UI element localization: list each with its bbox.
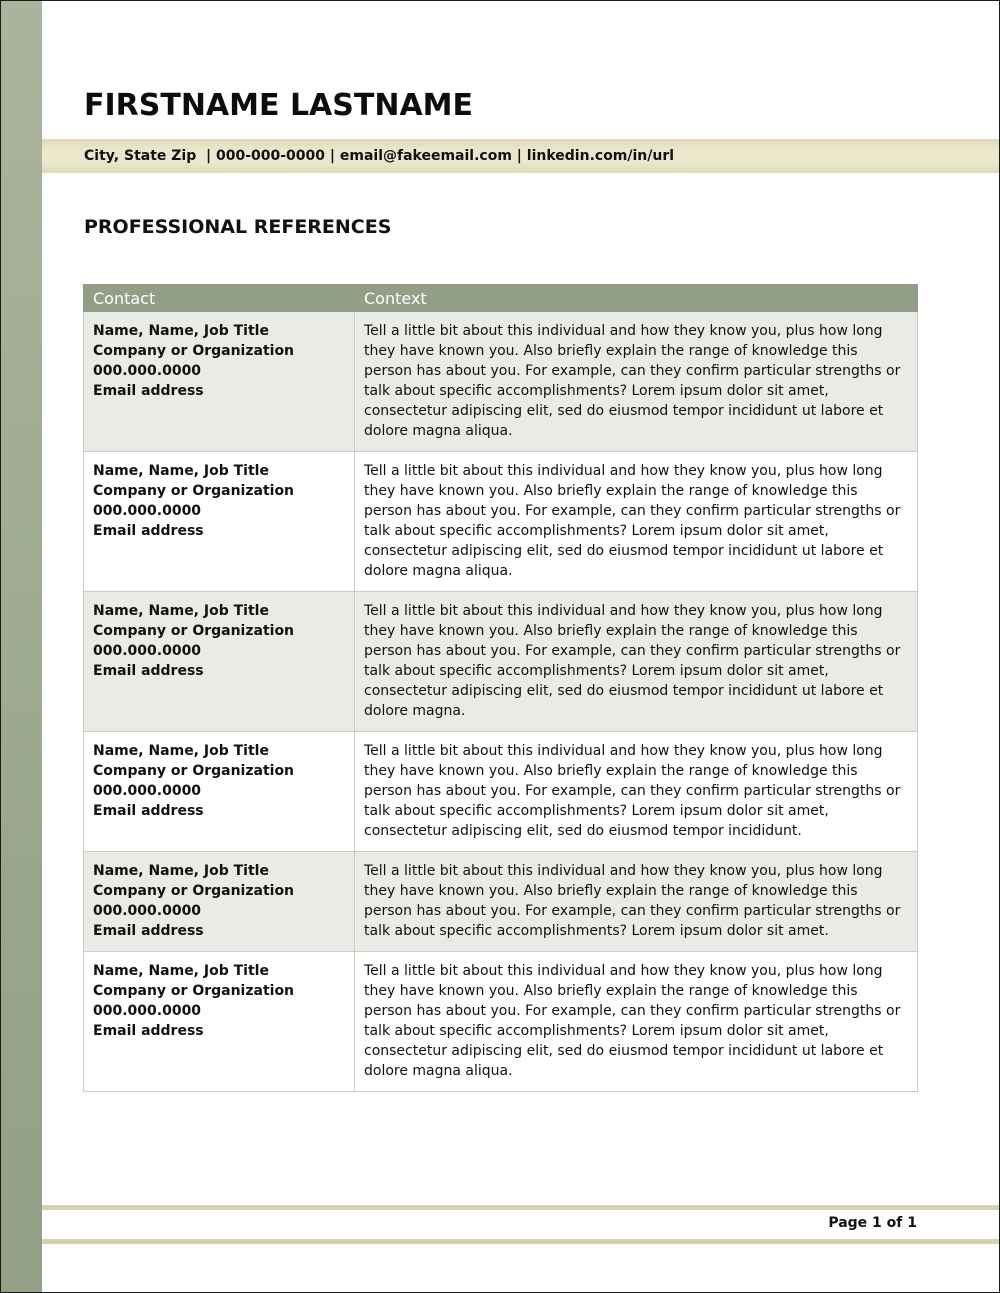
contact-cell <box>84 852 355 952</box>
reference-name: Name, Name, Job Title <box>93 863 269 879</box>
reference-name: Name, Name, Job Title <box>93 743 269 759</box>
section-title: PROFESSIONAL REFERENCES <box>84 216 392 238</box>
reference-phone: 000.000.0000 <box>93 783 202 799</box>
contact-cell <box>84 952 355 1092</box>
page-title: FIRSTNAME LASTNAME <box>84 88 474 123</box>
left-accent-bar <box>1 1 42 1292</box>
footer-rule-bottom <box>42 1239 999 1244</box>
table-header-row <box>84 285 918 312</box>
table-row <box>84 952 918 1092</box>
contact-cell <box>84 452 355 592</box>
context-cell: Tell a little bit about this individual and how they know you, plus how long they have known you. Also briefly explain the range of knowledge this person has about you. For example, can they confirm particular strengths or talk about specific accomplishments? Lorem ipsum dolor sit amet, consectetur adipiscing elit, sed do eiusmod tempor incididunt. <box>355 732 918 852</box>
reference-name: Name, Name, Job Title <box>93 603 269 619</box>
reference-name: Name, Name, Job Title <box>93 963 269 979</box>
footer-rule-top <box>42 1205 999 1210</box>
reference-company: Company or Organization <box>93 763 295 779</box>
context-cell: Tell a little bit about this individual and how they know you, plus how long they have known you. Also briefly explain the range of knowledge this person has about you. For example, can they confirm particular strengths or talk about specific accomplishments? Lorem ipsum dolor sit amet, consectetur adipiscing elit, sed do eiusmod tempor incididunt ut labore et dolore magna aliqua. <box>355 952 918 1092</box>
reference-company: Company or Organization <box>93 483 295 499</box>
table-row <box>84 592 918 732</box>
table-row <box>84 732 918 852</box>
reference-email: Email address <box>93 383 204 399</box>
reference-company: Company or Organization <box>93 983 295 999</box>
reference-name: Name, Name, Job Title <box>93 323 269 339</box>
context-cell: Tell a little bit about this individual and how they know you, plus how long they have known you. Also briefly explain the range of knowledge this person has about you. For example, can they confirm particular strengths or talk about specific accomplishments? Lorem ipsum dolor sit amet, consectetur adipiscing elit, sed do eiusmod tempor incididunt ut labore et dolore magna aliqua. <box>355 452 918 592</box>
reference-email: Email address <box>93 803 204 819</box>
column-header-contact: Contact <box>84 285 355 312</box>
contact-cell <box>84 592 355 732</box>
reference-name: Name, Name, Job Title <box>93 463 269 479</box>
reference-email: Email address <box>93 923 204 939</box>
context-cell: Tell a little bit about this individual and how they know you, plus how long they have known you. Also briefly explain the range of knowledge this person has about you. For example, can they confirm particular strengths or talk about specific accomplishments? Lorem ipsum dolor sit amet. <box>355 852 918 952</box>
reference-phone: 000.000.0000 <box>93 903 202 919</box>
context-cell: Tell a little bit about this individual and how they know you, plus how long they have known you. Also briefly explain the range of knowledge this person has about you. For example, can they confirm particular strengths or talk about specific accomplishments? Lorem ipsum dolor sit amet, consectetur adipiscing elit, sed do eiusmod tempor incididunt ut labore et dolore magna. <box>355 592 918 732</box>
reference-company: Company or Organization <box>93 883 295 899</box>
references-table <box>83 284 918 1092</box>
reference-email: Email address <box>93 1023 204 1039</box>
contact-cell <box>84 312 355 452</box>
reference-email: Email address <box>93 663 204 679</box>
reference-company: Company or Organization <box>93 343 295 359</box>
page-number: Page 1 of 1 <box>828 1215 917 1231</box>
context-cell: Tell a little bit about this individual and how they know you, plus how long they have known you. Also briefly explain the range of knowledge this person has about you. For example, can they confirm particular strengths or talk about specific accomplishments? Lorem ipsum dolor sit amet, consectetur adipiscing elit, sed do eiusmod tempor incididunt ut labore et dolore magna aliqua. <box>355 312 918 452</box>
table-row <box>84 452 918 592</box>
contact-cell <box>84 732 355 852</box>
reference-company: Company or Organization <box>93 623 295 639</box>
reference-phone: 000.000.0000 <box>93 643 202 659</box>
reference-phone: 000.000.0000 <box>93 1003 202 1019</box>
reference-phone: 000.000.0000 <box>93 363 202 379</box>
table-row <box>84 852 918 952</box>
reference-email: Email address <box>93 523 204 539</box>
contact-line: City, State Zip | 000-000-0000 | email@fakeemail.com | linkedin.com/in/url <box>84 148 675 164</box>
reference-phone: 000.000.0000 <box>93 503 202 519</box>
column-header-context: Context <box>355 285 918 312</box>
table-row <box>84 312 918 452</box>
